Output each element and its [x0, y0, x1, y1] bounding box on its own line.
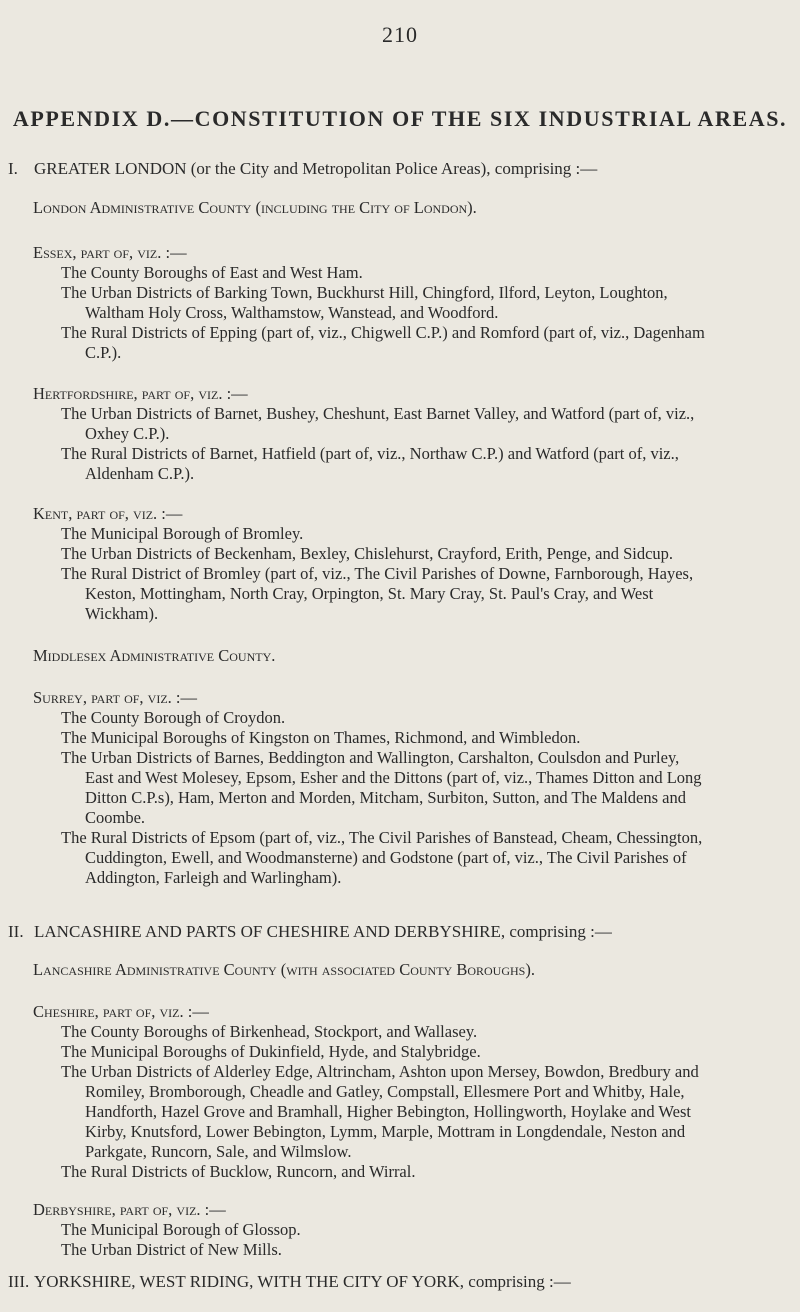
entry-line: The Urban Districts of Alderley Edge, Altrincham, Ashton upon Mersey, Bowdon, Bredbury and [61, 1062, 699, 1081]
entry-line: Waltham Holy Cross, Walthamstow, Wanstead, and Woodford. [85, 303, 499, 322]
entry-line: The Rural Districts of Barnet, Hatfield (part of, viz., Northaw C.P.) and Watford (part of, viz., [61, 444, 679, 463]
county-surrey: Surrey, part of, viz. :— [33, 688, 197, 707]
entry-line: Oxhey C.P.). [85, 424, 170, 443]
entry-line: The Municipal Borough of Bromley. [61, 524, 304, 543]
entry-line: The Municipal Borough of Glossop. [61, 1220, 301, 1239]
entry-line: The Urban Districts of Barnet, Bushey, Cheshunt, East Barnet Valley, and Watford (part of, viz., [61, 404, 695, 423]
page-title: APPENDIX D.—CONSTITUTION OF THE SIX INDUSTRIAL AREAS. [12, 106, 788, 131]
entry-line: Addington, Farleigh and Warlingham). [85, 868, 342, 887]
entry-line: The Municipal Boroughs of Dukinfield, Hyde, and Stalybridge. [61, 1042, 481, 1061]
county-kent: Kent, part of, viz. :— [33, 504, 183, 523]
entry-line: The Urban District of New Mills. [61, 1240, 282, 1259]
london-line: London Administrative County (including the City of London). [33, 198, 477, 217]
county-cheshire: Cheshire, part of, viz. :— [33, 1002, 209, 1021]
page-number: 210 [382, 22, 418, 47]
entry-line: Parkgate, Runcorn, Sale, and Wilmslow. [85, 1142, 352, 1161]
entry-line: The Rural District of Bromley (part of, viz., The Civil Parishes of Downe, Farnborough, Hayes, [61, 564, 694, 583]
county-derbyshire: Derbyshire, part of, viz. :— [33, 1200, 226, 1219]
section-heading-text: LANCASHIRE AND PARTS OF CHESHIRE AND DERBYSHIRE, comprising :— [34, 922, 612, 941]
entry-line: The Urban Districts of Barking Town, Buckhurst Hill, Chingford, Ilford, Leyton, Loughton, [61, 283, 668, 302]
county-middlesex: Middlesex Administrative County. [33, 646, 276, 665]
section-heading-3 [8, 1272, 790, 1292]
entry-line: Romiley, Bromborough, Cheadle and Gatley, Compstall, Ellesmere Port and Whitby, Hale, [85, 1082, 685, 1101]
entry-line: The County Boroughs of East and West Ham. [61, 263, 363, 282]
entry-line: Coombe. [85, 808, 146, 827]
entry-line: Keston, Mottingham, North Cray, Orpington, St. Mary Cray, St. Paul's Cray, and West [85, 584, 654, 603]
entry-line: The Urban Districts of Barnes, Beddington and Wallington, Carshalton, Coulsdon and Purley, [61, 748, 680, 767]
entry-line: Wickham). [85, 604, 159, 623]
entry-line: The Urban Districts of Beckenham, Bexley, Chislehurst, Crayford, Erith, Penge, and Sidcup. [61, 544, 674, 563]
entry-line: Aldenham C.P.). [85, 464, 195, 483]
section-heading-1 [8, 159, 790, 179]
section-heading-2 [8, 922, 790, 942]
entry-line: The County Borough of Croydon. [61, 708, 286, 727]
section-number: III. [8, 1272, 30, 1291]
entry-line: The County Boroughs of Birkenhead, Stockport, and Wallasey. [61, 1022, 478, 1041]
entry-line: East and West Molesey, Epsom, Esher and the Dittons (part of, viz., Thames Ditton and Long [85, 768, 702, 787]
section-heading-text: GREATER LONDON (or the City and Metropolitan Police Areas), comprising :— [34, 159, 598, 178]
section-number: II. [8, 922, 24, 941]
section-number: I. [8, 159, 18, 178]
county-lancashire: Lancashire Administrative County (with associated County Boroughs). [33, 960, 535, 979]
entry-line: Cuddington, Ewell, and Woodmansterne) and Godstone (part of, viz., The Civil Parishes of [85, 848, 687, 867]
entry-line: The Rural Districts of Epping (part of, viz., Chigwell C.P.) and Romford (part of, viz., Dagenham [61, 323, 705, 342]
entry-line: The Rural Districts of Epsom (part of, viz., The Civil Parishes of Banstead, Cheam, Chessington, [61, 828, 703, 847]
county-essex: Essex, part of, viz. :— [33, 243, 187, 262]
county-hertfordshire: Hertfordshire, part of, viz. :— [33, 384, 248, 403]
entry-line: The Rural Districts of Bucklow, Runcorn, and Wirral. [61, 1162, 416, 1181]
entry-line: Ditton C.P.s), Ham, Merton and Morden, Mitcham, Surbiton, Sutton, and The Maldens and [85, 788, 686, 807]
entry-line: Kirby, Knutsford, Lower Bebington, Lymm, Marple, Mottram in Longdendale, Neston and [85, 1122, 686, 1141]
section-heading-text: YORKSHIRE, WEST RIDING, WITH THE CITY OF YORK, comprising :— [34, 1272, 571, 1291]
entry-line: The Municipal Boroughs of Kingston on Thames, Richmond, and Wimbledon. [61, 728, 581, 747]
entry-line: Handforth, Hazel Grove and Bramhall, Higher Bebington, Hollingworth, Hoylake and West [85, 1102, 691, 1121]
entry-line: C.P.). [85, 343, 122, 362]
